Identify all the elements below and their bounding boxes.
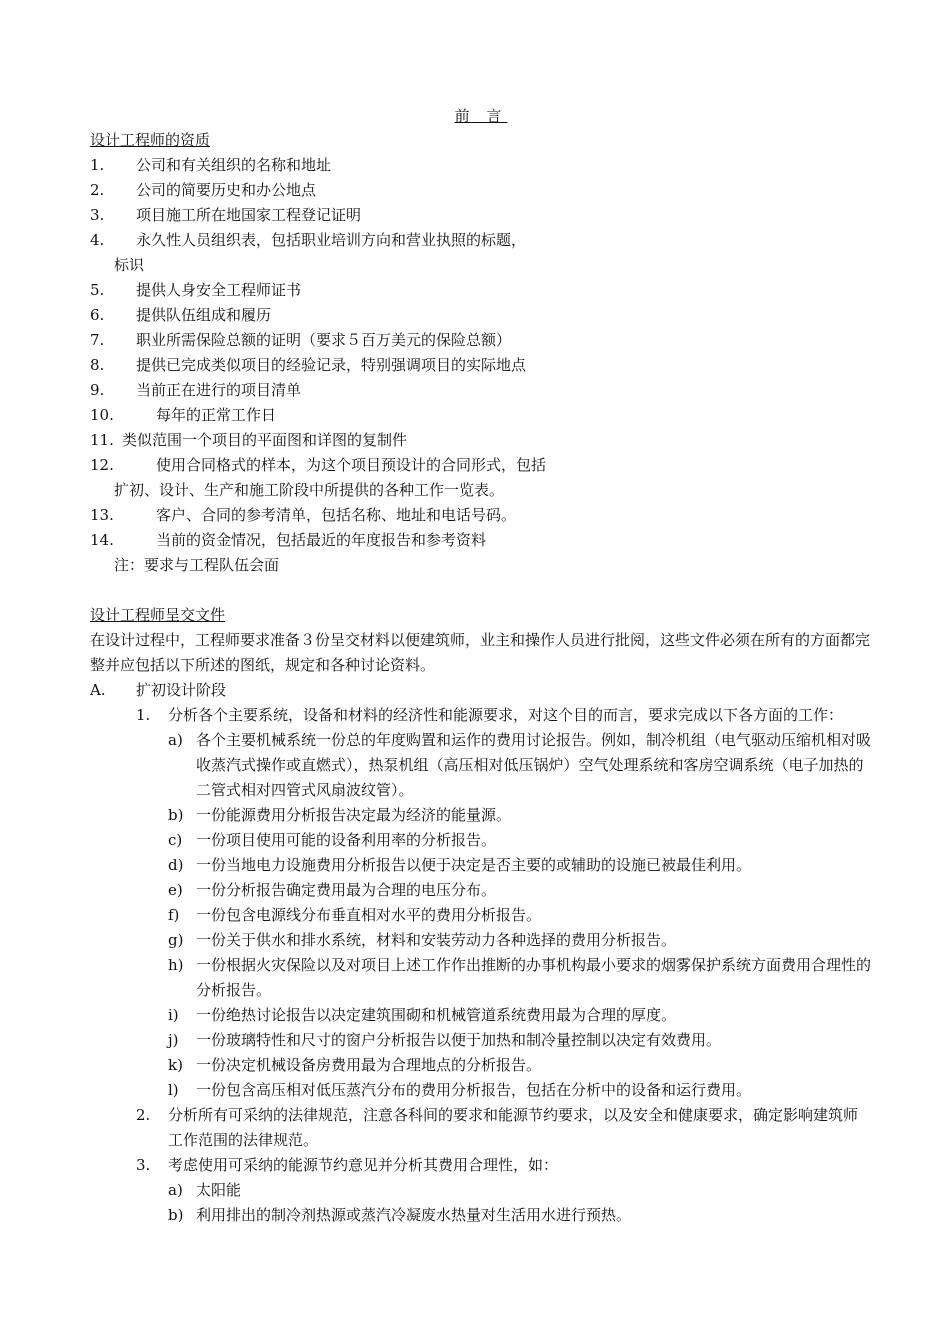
phase-item-number: 3.: [136, 1156, 151, 1174]
list-item-number: 4.: [90, 231, 105, 249]
sub-item-text: 一份包含高压相对低压蒸汽分布的费用分析报告，包括在分析中的设备和运行费用。: [196, 1081, 752, 1099]
sub-item-text: 一份根据火灾保险以及对项目上述工作作出推断的办事机构最小要求的烟雾保护系统方面费用合理性的分析报告。: [196, 956, 872, 999]
list-item-text: 使用合同格式的样本，为这个项目预设计的合同形式，包括: [156, 456, 547, 474]
list-item-text: 公司的简要历史和办公地点: [136, 181, 317, 199]
list-item-number: 8.: [90, 356, 105, 374]
sub-item-letter: b): [168, 806, 184, 824]
section-heading-submittals: 设计工程师呈交文件: [90, 606, 226, 624]
list-item-text: 提供人身安全工程师证书: [136, 281, 302, 299]
list-item-number: 1.: [90, 156, 105, 174]
sub-item-letter: c): [168, 831, 183, 849]
sub-item-letter: h): [168, 956, 184, 974]
list-item-text: 公司和有关组织的名称和地址: [136, 156, 332, 174]
list-item: [90, 528, 872, 553]
section-intro: 在设计过程中，工程师要求准备３份呈交材料以便建筑师，业主和操作人员进行批阅，这些文件必须在所有的方面都完整并应包括以下所述的图纸，规定和各种讨论资料。: [90, 631, 871, 674]
list-item-text: 每年的正常工作日: [156, 406, 277, 424]
phase-item-text: 分析所有可采纳的法律规范，注意各科间的要求和能源节约要求，以及安全和健康要求，确定影响建筑师工作范围的法律规范。: [168, 1106, 859, 1149]
page-title: 前 言: [454, 107, 508, 125]
sub-item: [90, 1028, 872, 1053]
sub-item-text: 一份玻璃特性和尺寸的窗户分析报告以便于加热和制冷量控制以决定有效费用。: [196, 1031, 722, 1049]
sub-item-letter: l): [168, 1081, 179, 1099]
list-item: [90, 228, 872, 253]
list-item: [90, 503, 872, 528]
list-item: [90, 278, 872, 303]
list-item-number: 7.: [90, 331, 105, 349]
phase-label-text: 扩初设计阶段: [136, 681, 227, 699]
list-item-number: 12.: [90, 456, 114, 474]
list-item: [90, 303, 872, 328]
list-item-continuation: 扩初、设计、生产和施工阶段中所提供的各种工作一览表。: [114, 481, 505, 499]
phase-item-number: 1.: [136, 706, 151, 724]
sub-item: [90, 803, 872, 828]
list-item: [90, 203, 872, 228]
phase-item: [90, 1153, 872, 1178]
list-item: [90, 178, 872, 203]
phase-item-text: 考虑使用可采纳的能源节约意见并分析其费用合理性，如：: [168, 1156, 559, 1174]
sub-item: [90, 1203, 872, 1228]
sub-item: [90, 853, 872, 878]
sub-item-text: 各个主要机械系统一份总的年度购置和运作的费用讨论报告。例如，制冷机组（电气驱动压缩机相对吸收蒸汽式操作或直燃式），热泵机组（高压相对低压锅炉）空气处理系统和客房空调系统（电子加热的二管式相对四管式风扇波纹管）。: [196, 731, 872, 799]
list-item: [90, 353, 872, 378]
sub-item-text: 一份项目使用可能的设备利用率的分析报告。: [196, 831, 497, 849]
sub-item-letter: i): [168, 1006, 179, 1024]
sub-item-text: 太阳能: [196, 1181, 242, 1199]
sub-item-text: 一份绝热讨论报告以决定建筑围砌和机械管道系统费用最为合理的厚度。: [196, 1006, 677, 1024]
list-item: [90, 453, 872, 478]
list-item: [90, 328, 872, 353]
sub-item-letter: b): [168, 1206, 184, 1224]
list-item: [90, 428, 872, 453]
sub-item: [90, 728, 872, 803]
sub-item-text: 一份当地电力设施费用分析报告以便于决定是否主要的或辅助的设施已被最佳利用。: [196, 856, 752, 874]
list-item-number: 10.: [90, 406, 114, 424]
sub-item-letter: g): [168, 931, 184, 949]
list-item-text: 项目施工所在地国家工程登记证明: [136, 206, 362, 224]
list-item-number: 5.: [90, 281, 105, 299]
sub-item-text: 一份关于供水和排水系统，材料和安装劳动力各种选择的费用分析报告。: [196, 931, 677, 949]
phase-label-letter: A.: [90, 681, 106, 699]
list-item-text: 当前的资金情况，包括最近的年度报告和参考资料: [156, 531, 487, 549]
sub-item-text: 一份包含电源线分布垂直相对水平的费用分析报告。: [196, 906, 542, 924]
sub-item-text: 利用排出的制冷剂热源或蒸汽冷凝废水热量对生活用水进行预热。: [196, 1206, 632, 1224]
list-item-number: 11.: [90, 431, 114, 449]
sub-item-text: 一份决定机械设备房费用最为合理地点的分析报告。: [196, 1056, 542, 1074]
section-note: 注：要求与工程队伍会面: [114, 556, 280, 574]
list-item: [90, 403, 872, 428]
phase-item-text: 分析各个主要系统，设备和材料的经济性和能源要求，对这个目的而言，要求完成以下各方面的工作：: [168, 706, 844, 724]
phase-item: [90, 703, 872, 728]
list-item: [90, 153, 872, 178]
sub-item-letter: e): [168, 881, 183, 899]
sub-item-letter: a): [168, 1181, 183, 1199]
document-page: [90, 104, 872, 1228]
phase-heading: [90, 678, 872, 703]
sub-item-letter: a): [168, 731, 183, 749]
sub-item: [90, 953, 872, 1003]
list-item-number: 14.: [90, 531, 114, 549]
phase-item-number: 2.: [136, 1106, 151, 1124]
sub-item: [90, 1053, 872, 1078]
sub-item: [90, 1178, 872, 1203]
sub-item-text: 一份能源费用分析报告决定最为经济的能量源。: [196, 806, 512, 824]
sub-item: [90, 878, 872, 903]
sub-item: [90, 928, 872, 953]
list-item-number: 13.: [90, 506, 114, 524]
list-item-number: 3.: [90, 206, 105, 224]
list-item-text: 提供已完成类似项目的经验记录，特别强调项目的实际地点: [136, 356, 527, 374]
list-item-continuation: 标识: [114, 256, 145, 274]
list-item-text: 客户、合同的参考清单，包括名称、地址和电话号码。: [156, 506, 517, 524]
list-item-text: 职业所需保险总额的证明（要求５百万美元的保险总额）: [136, 331, 512, 349]
list-item-text: 当前正在进行的项目清单: [136, 381, 302, 399]
list-item-number: 9.: [90, 381, 105, 399]
sub-item: [90, 903, 872, 928]
list-item-text: 类似范围一个项目的平面图和详图的复制件: [122, 431, 408, 449]
sub-item-letter: k): [168, 1056, 183, 1074]
blank-line: [90, 578, 872, 603]
phase-item: [90, 1103, 872, 1153]
list-item-number: 6.: [90, 306, 105, 324]
sub-item: [90, 1003, 872, 1028]
sub-item: [90, 828, 872, 853]
sub-item-text: 一份分析报告确定费用最为合理的电压分布。: [196, 881, 497, 899]
sub-item-letter: d): [168, 856, 184, 874]
sub-item-letter: j): [168, 1031, 179, 1049]
sub-item-letter: f): [168, 906, 180, 924]
list-item: [90, 378, 872, 403]
list-item-number: 2.: [90, 181, 105, 199]
section-heading-qualifications: 设计工程师的资质: [90, 131, 211, 149]
list-item-text: 提供队伍组成和履历: [136, 306, 272, 324]
sub-item: [90, 1078, 872, 1103]
list-item-text: 永久性人员组织表，包括职业培训方向和营业执照的标题，: [136, 231, 527, 249]
